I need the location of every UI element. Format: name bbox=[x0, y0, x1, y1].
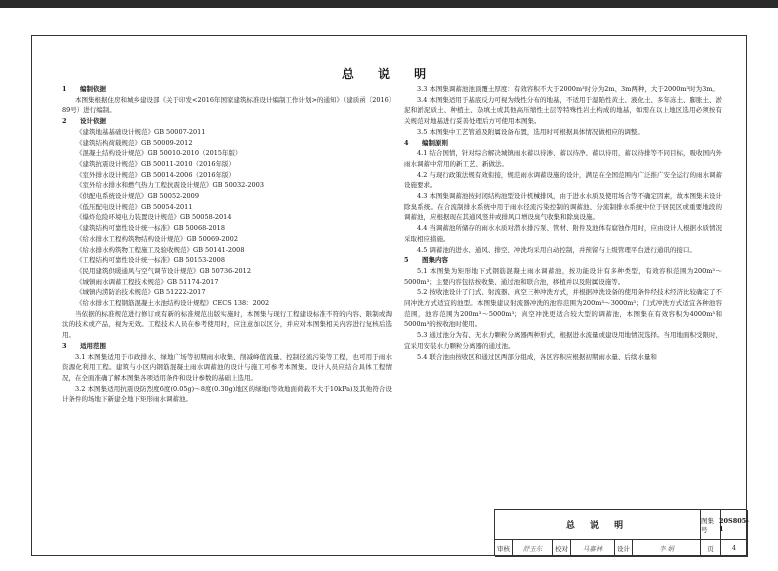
design-label: 设计 bbox=[615, 540, 633, 557]
section-number: 1 bbox=[62, 85, 67, 93]
paragraph: 当依据的标准规范进行修订或有新的标准规范出版实施时，本图集与现行工程建设标准不符的内容、限制或淘汰的技术或产品，视为无效。工程技术人员在参考使用时，应注意加以区分，并应对本图集相关内容进行复核后选用。 bbox=[62, 309, 392, 340]
page-label: 页 bbox=[701, 540, 721, 557]
page-number: 4 bbox=[721, 540, 748, 557]
title-block-title: 总 说 明 bbox=[495, 510, 701, 540]
designer-name: 李 娟 bbox=[633, 540, 701, 557]
top-border-bar bbox=[0, 0, 778, 8]
standard-reference: 《给水排水工程构筑物结构设计规范》GB 50069-2002 bbox=[76, 234, 238, 243]
section-title: 编制依据 bbox=[80, 85, 106, 93]
paragraph: 4.5 调蓄池的进水、通风、排空、冲洗均采用自动控制，并预留与上级管理平台进行通讯的接口。 bbox=[417, 245, 696, 254]
check-label: 校对 bbox=[553, 540, 571, 557]
paragraph: 3.3 本图集调蓄池池顶覆土厚度：有效容积不大于2000m³时分为2m、3m两种，大于2000m³时为3m。 bbox=[417, 85, 719, 93]
paragraph: 4.2 与现行政策法规有效衔接，规范雨水调蓄设施的设计，满足在全国范围内广泛推广安全运行的雨水调蓄设施要求。 bbox=[404, 170, 722, 190]
section-heading bbox=[62, 84, 392, 95]
standard-reference: 《混凝土结构设计规范》GB 50010-2010（2015年版） bbox=[76, 149, 242, 158]
paragraph: 4.4 当调蓄池所储存的雨水水质对潜水排污泵、管材、附件及池体有腐蚀作用时，应由设计人根据水质情况采取相应措施。 bbox=[404, 224, 722, 243]
left-column bbox=[62, 84, 392, 405]
standard-reference: 《室外排水设计规范》GB 50014-2006（2016年版） bbox=[76, 170, 235, 179]
standard-reference: 《给水排水工程钢筋混凝土水池结构设计规程》CECS 138：2002 bbox=[76, 299, 270, 308]
section-number: 3 bbox=[62, 341, 67, 350]
paragraph: 5.2 按收池设计了门式、射流器、真空三种冲洗方式，并根据冲洗设备的使用条件经技术经济比较确定了不同冲洗方式适宜的池型。本图集建议射流器冲洗的池容范围为200m³～3000m³；门式冲洗方式适宜各种池容范围，池容范围为200m³～5000m³；真空冲洗更适合较大型的调蓄池，本图集在有效容积为4000m³和5000m³的按收池时使用。 bbox=[404, 288, 722, 329]
paragraph: 5.1 本图集为矩形地下式钢筋混凝土雨水调蓄池，按功能设计有多种类型，有效容积范围为200m³～5000m³；主要内容包括按收集、通过池和联合池，移植并以及附属设施等。 bbox=[404, 266, 722, 286]
section-title: 设计依据 bbox=[80, 117, 106, 126]
standard-reference: 《供配电系统设计规范》GB 50052-2009 bbox=[76, 192, 199, 201]
paragraph: 3.2 本图集适用抗震设防烈度6度(0.05g)～8度(0.30g)地区的绿地(等效地面荷载不大于10kPa)及其他符合设计条件的场地下新建全地下矩形雨水调蓄池。 bbox=[62, 384, 392, 404]
paragraph: 3.4 本图集适用于基底反力可视为线性分布的地基，不适用于湿陷性黄土、液化土、多年冻土、膨胀土、淤泥和淤泥质土、种植土、杂填土或其他高压缩性土层等特殊性岩土构成的地基，如需在以上地区选用必须按有关规范对地基进行妥善处理后方可使用本图集。 bbox=[404, 95, 722, 126]
review-label: 审核 bbox=[495, 540, 513, 557]
paragraph: 4.1 结合国情，针对综合解决城镇雨水蓄以待渗、蓄以待净、蓄以待用，蓄以待排等不同目标，吸收国内外雨水调蓄中常用的新工艺、新做法。 bbox=[404, 149, 722, 168]
standard-reference: 《建筑抗震设计规范》GB 50011-2010（2016年版） bbox=[76, 159, 235, 168]
title-block bbox=[494, 509, 750, 556]
reviewer-name: 舒玉东 bbox=[513, 540, 553, 557]
standard-reference: 《建筑地基基础设计规范》GB 50007-2011 bbox=[76, 127, 206, 136]
section-heading bbox=[404, 138, 722, 149]
paragraph: 4.3 本图集调蓄池按封闭结构池型设计机械排风，由于进水水质及使用场合等不确定因素，故本图集未设计除臭系统。在合流制排水系统中用于雨水径流污染控制的调蓄池、分流制排水系统中位于居民区或重要地段的调蓄池，应根据现在其通风竖井或排风口增设臭气收集和除臭设施。 bbox=[404, 192, 722, 222]
section-number: 4 bbox=[404, 138, 409, 147]
standard-reference: 《爆炸危险环境电力装置设计规范》GB 50058-2014 bbox=[76, 213, 232, 222]
atlas-label: 图集号 bbox=[701, 510, 721, 540]
checker-name: 马嘉林 bbox=[571, 540, 615, 557]
approval-row bbox=[495, 540, 748, 557]
atlas-number: 20S805-1 bbox=[721, 510, 748, 540]
standard-reference: 《低压配电设计规范》GB 50054-2011 bbox=[76, 202, 193, 211]
section-heading bbox=[404, 255, 722, 266]
drawing-sheet bbox=[31, 35, 750, 556]
paragraph: 3.5 本图集中工艺管道及附属设备布置，选用时可根据具体情况做相应的调整。 bbox=[417, 127, 644, 136]
standard-reference: 《建筑结构荷载规范》GB 50009-2012 bbox=[76, 138, 193, 147]
paragraph: 5.3 通过池分为有、无水力颗粒分离器两种形式，根据进水流量或建设用地情况选择。当用地面积受限时，宜采用安装水力颗粒分离器的通过池。 bbox=[404, 331, 722, 350]
page-title: 总 说 明 bbox=[341, 67, 437, 81]
section-heading bbox=[62, 341, 392, 352]
standard-reference: 《给水排水构筑物工程施工及验收规范》GB 50141-2008 bbox=[76, 245, 245, 254]
standard-reference: 《城镇雨水调蓄工程技术规范》GB 51174-2017 bbox=[76, 277, 219, 286]
paragraph: 3.1 本图集适用于市政排水、绿地广场等初期雨水收集、削减峰值流量、控制径流污染等工程，也可用于雨水资源化利用工程。建筑与小区内钢筋混凝土雨水调蓄池的设计与施工可参考本图集。设计人员应结合具体工程情况，在全面准确了解本图集各项适用条件和设计参数的基础上选用。 bbox=[62, 352, 392, 382]
section-title: 编制原则 bbox=[422, 138, 448, 147]
paragraph: 5.4 联合池由按收区和通过区两部分组成，各区容积应根据初期雨水量、后续水量和 bbox=[417, 352, 657, 361]
section-title: 图集内容 bbox=[422, 256, 448, 265]
standard-reference: 《城镇内涝防治技术规范》GB 51222-2017 bbox=[76, 288, 206, 297]
standard-reference: 《室外给水排水和燃气热力工程抗震设计规范》GB 50032-2003 bbox=[76, 181, 264, 190]
section-number: 5 bbox=[404, 256, 409, 265]
paragraph: 本图集根据住房和城乡建设部《关于印发<2016年国家建筑标准设计编制工作计划>的通知》（建质函〔2016〕89号）进行编制。 bbox=[62, 95, 392, 115]
standard-reference: 《建筑结构可靠性设计统一标准》GB 50068-2018 bbox=[76, 224, 225, 233]
section-title: 适用范围 bbox=[80, 341, 106, 350]
section-number: 2 bbox=[62, 117, 67, 126]
standard-reference: 《工程结构可靠性设计统一标准》GB 50153-2008 bbox=[76, 256, 225, 265]
section-heading bbox=[62, 116, 392, 127]
standard-reference: 《民用建筑供暖通风与空气调节设计规范》GB 50736-2012 bbox=[76, 266, 251, 275]
right-column bbox=[404, 84, 722, 362]
